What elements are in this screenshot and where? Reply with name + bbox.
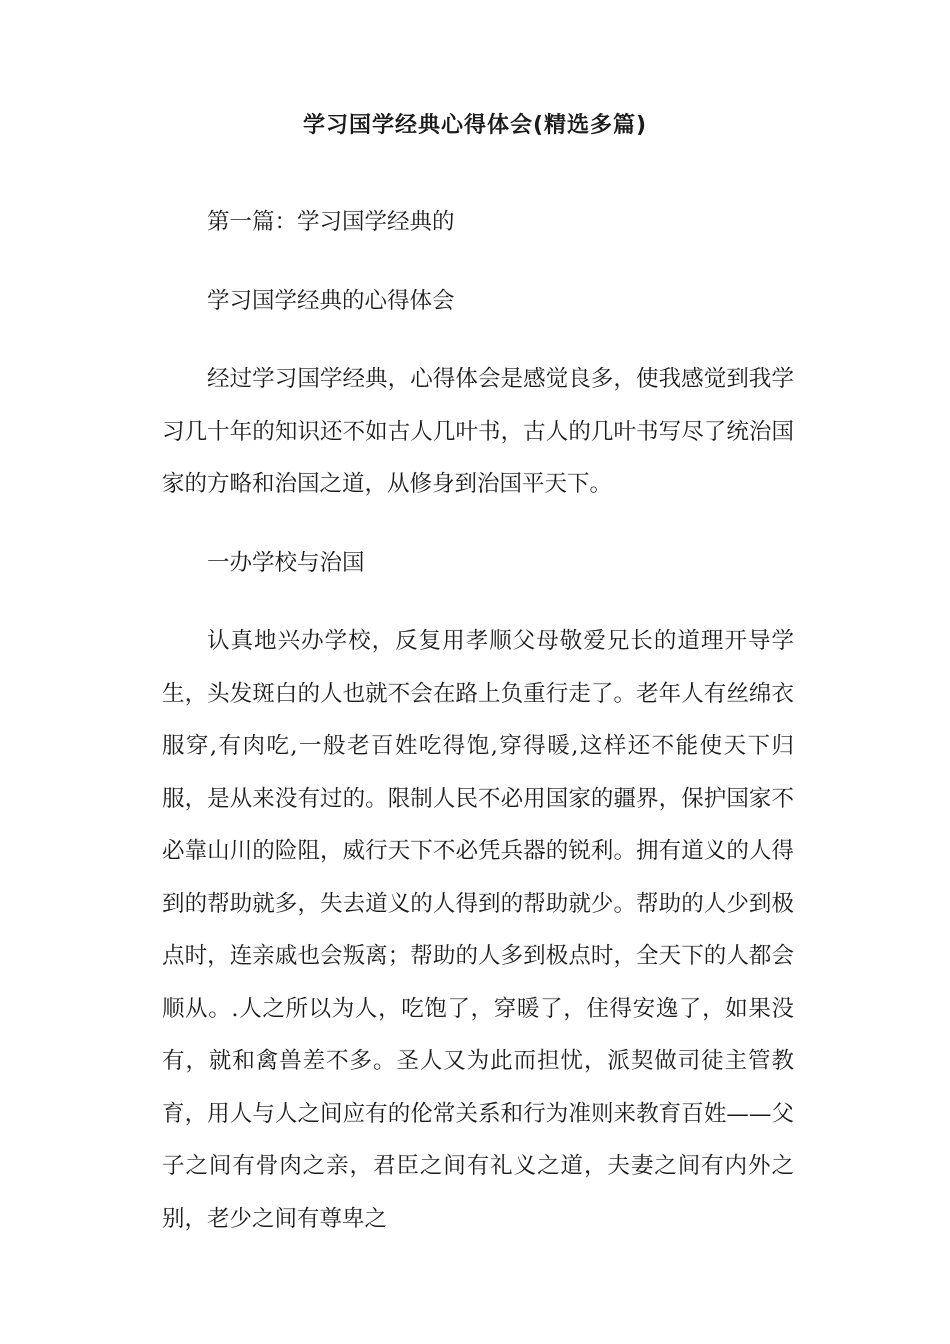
- document-body: [162, 196, 794, 1245]
- paragraph-section-heading: 第一篇：学习国学经典的: [207, 209, 455, 235]
- document-title: 学习国学经典心得体会(精选多篇): [302, 113, 648, 138]
- paragraph-subtitle: 学习国学经典的心得体会: [207, 287, 455, 314]
- paragraph-intro: 经过学习国学经典，心得体会是感觉良多，使我感觉到我学习几十年的知识还不如古人几叶书，古人的几叶书写尽了统治国家的方略和治国之道，从修身到治国平天下。: [162, 366, 794, 497]
- paragraph-subheading: 一办学校与治国: [207, 549, 365, 576]
- paragraph-body: 认真地兴办学校，反复用孝顺父母敬爱兄长的道理开导学生，头发斑白的人也就不会在路上负重行走了。老年人有丝绵衣服穿,有肉吃,一般老百姓吃得饱,穿得暖,这样还不能使天下归服，是从来没有过的。限制人民不必用国家的疆界，保护国家不必靠山川的险阻，威行天下不必凭兵器的锐利。拥有道义的人得到的帮助就多，失去道义的人得到的帮助就少。帮助的人少到极点时，连亲戚也会叛离；帮助的人多到极点时，全天下的人都会顺从。.人之所以为人，吃饱了，穿暖了，住得安逸了，如果没有，就和禽兽差不多。圣人又为此而担忧，派契做司徒主管教育，用人与人之间应有的伦常关系和行为准则来教育百姓——父子之间有骨肉之亲，君臣之间有礼义之道，夫妻之间有内外之别，老少之间有尊卑之: [162, 628, 794, 1232]
